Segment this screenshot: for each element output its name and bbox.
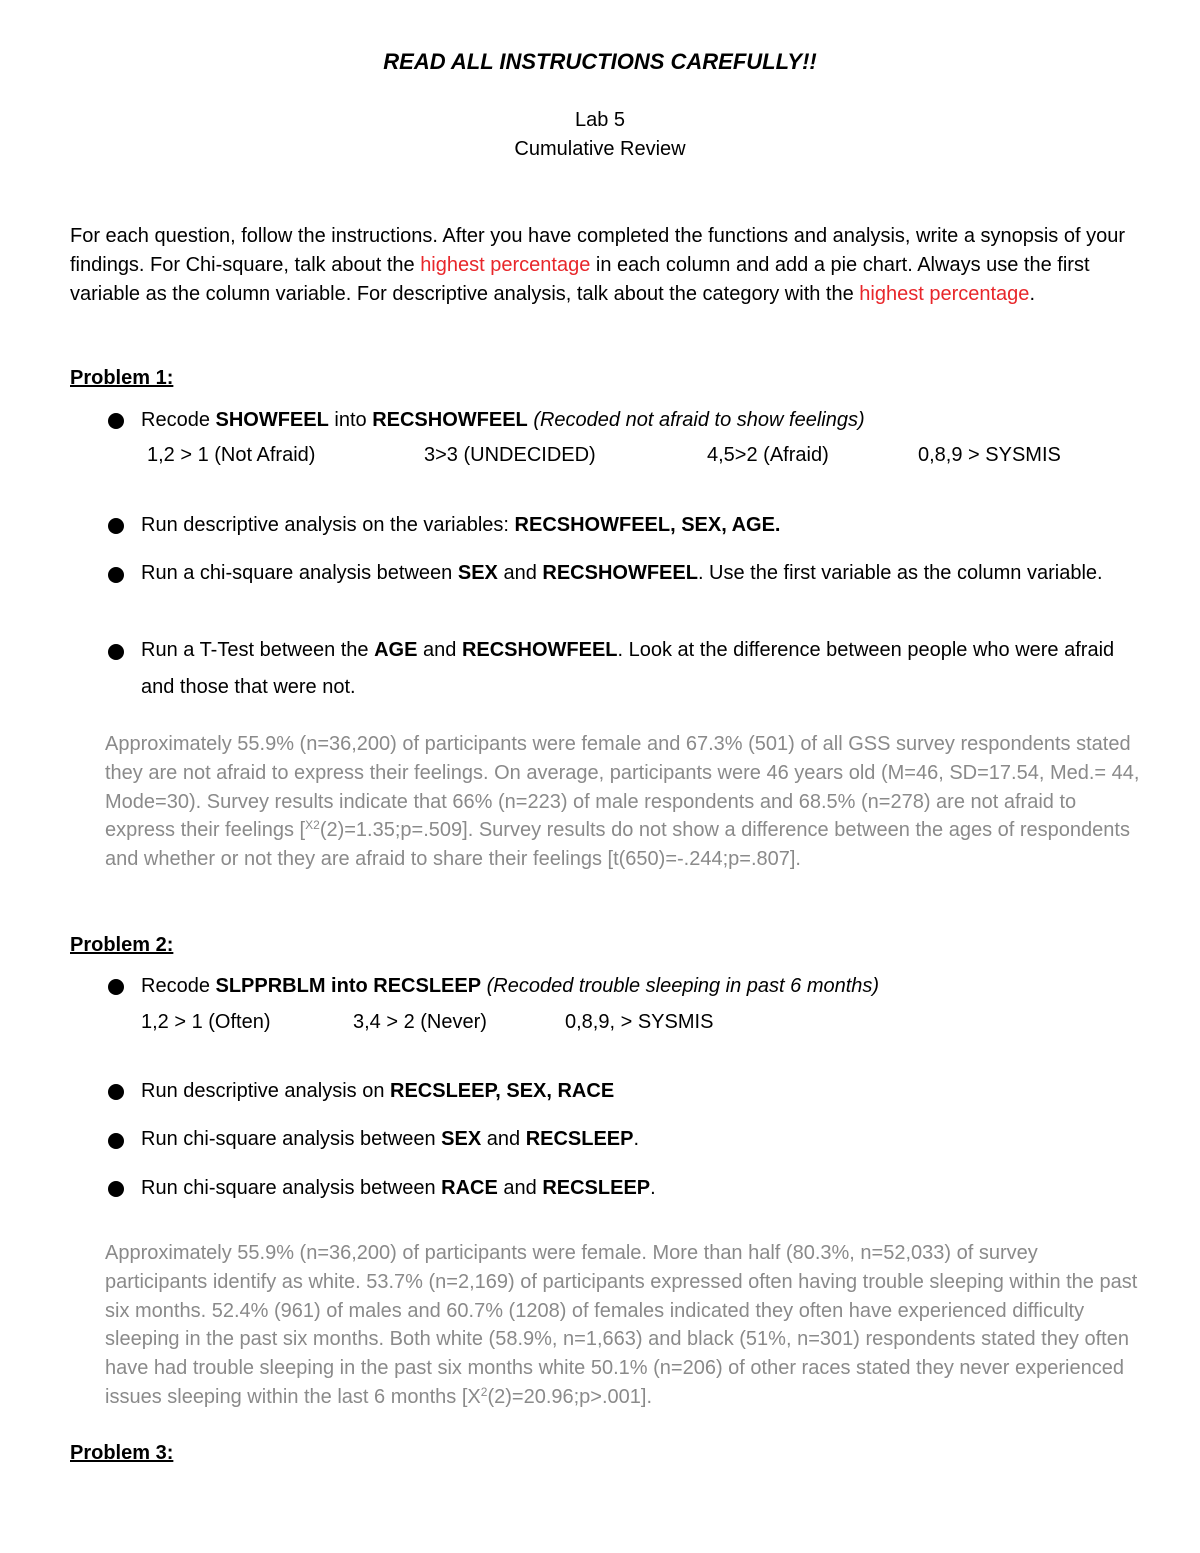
variable-name: SEX — [457, 562, 498, 584]
superscript: 2 — [313, 818, 320, 833]
page-title: READ ALL INSTRUCTIONS CAREFULLY!! — [383, 49, 817, 74]
text: into — [328, 409, 373, 431]
p1-ttest-instruction — [141, 632, 1131, 706]
problem-2-heading: Problem 2: — [70, 934, 174, 956]
problem-3-heading: Problem 3: — [70, 1442, 174, 1464]
text: . — [650, 1177, 656, 1199]
text: Recode — [141, 409, 216, 431]
lab-subtitle: Cumulative Review — [514, 138, 686, 160]
intro-paragraph — [70, 222, 1140, 309]
bullet-icon — [108, 567, 124, 583]
text: Approximately 55.9% (n=36,200) of participants were female. More than half (80.3%, n=52,033) of survey participants identify as white. 53.7% (n=2,169) of participants expressed often having trouble sleeping within the past six months. 52.4% (961) of males and 60.7% (1208) of females indicated they often have experienced difficulty sleeping in the past six months. Both white (58.9%, n=1,663) and black (51%, n=301) respondents stated they often have had trouble sleeping in the past six months white 50.1% (n=206) of other races stated they never experienced issues sleeping within the last 6 months [X — [105, 1242, 1138, 1408]
lab-number: Lab 5 — [574, 109, 626, 131]
p1-recode-instruction — [141, 402, 1131, 439]
text: Approximately 55.9% (n=36,200) of participants were female and 67.3% (501) of all GSS survey respondents stated they are not afraid to express their feelings. On average, participants were 46 years old (M=46, SD=17.54, Med.= 44, Mode=30). Survey results indicate that 66% (n=223) of male respondents and 68.5% (n=278) are not afraid to express their feelings [ — [105, 733, 1140, 842]
variable-name: AGE — [374, 639, 418, 661]
highlight-text: highest percentage — [420, 254, 591, 276]
text: Run chi-square analysis between — [141, 1177, 442, 1199]
p2-answer-paragraph — [105, 1239, 1140, 1412]
p2-recode-instruction — [141, 968, 1131, 1005]
text: (2)=20.96;p>.001]. — [487, 1385, 653, 1408]
variable-name: RECSHOWFEEL — [542, 562, 698, 584]
p1-code-3: 4,5>2 (Afraid) — [707, 444, 829, 466]
variable-name: SEX — [441, 1128, 482, 1150]
bullet-icon — [108, 1133, 124, 1149]
p1-code-4: 0,8,9 > SYSMIS — [918, 444, 1061, 466]
variable-names: SLPPRBLM into RECSLEEP — [215, 975, 482, 997]
text: . — [633, 1128, 640, 1150]
variable-names: RECSHOWFEEL, SEX, AGE. — [514, 514, 781, 536]
text: Run descriptive analysis on — [141, 1080, 391, 1102]
p1-chisquare-instruction — [141, 555, 1131, 592]
bullet-icon — [108, 644, 124, 660]
text: Run a T-Test between the — [141, 639, 375, 661]
text: Recode — [141, 975, 216, 997]
p1-answer-paragraph — [105, 730, 1140, 874]
bullet-icon — [108, 413, 124, 429]
intro-text-2: in each column and add a pie chart. Always use the first variable as the column variable. For descriptive analysis, talk about the category with the — [70, 254, 1090, 305]
variable-names: RECSLEEP, SEX, RACE — [390, 1080, 615, 1102]
intro-text-3: . — [1029, 283, 1035, 305]
bullet-icon — [108, 979, 124, 995]
p2-chisquare-race-instruction — [141, 1170, 1131, 1207]
text: and — [481, 1128, 526, 1150]
p1-code-2: 3>3 (UNDECIDED) — [424, 444, 596, 466]
p2-code-1: 1,2 > 1 (Often) — [141, 1011, 271, 1033]
text: . Look at the difference between people who were afraid and those that were not. — [141, 639, 1115, 698]
variable-name: RACE — [441, 1177, 498, 1199]
problem-1-heading: Problem 1: — [70, 367, 174, 389]
text: Run chi-square analysis between — [141, 1128, 442, 1150]
intro-text-1: For each question, follow the instructions. After you have completed the functions and analysis, write a synopsis of your findings. For Chi-square, talk about the — [70, 225, 1126, 276]
bullet-icon — [108, 1181, 124, 1197]
text: (2)=1.35;p=.509]. Survey results do not show a difference between the ages of respondents and whether or not they are afraid to share their feelings [t(650)=-.244;p=.807]. — [105, 819, 1130, 871]
variable-name: RECSLEEP — [542, 1177, 651, 1199]
p1-descriptive-instruction — [141, 507, 1131, 544]
p2-code-3: 0,8,9, > SYSMIS — [565, 1011, 714, 1033]
text: . Use the first variable as the column variable. — [697, 562, 1103, 584]
bullet-icon — [108, 518, 124, 534]
text: and — [497, 1177, 543, 1199]
highlight-text: highest percentage — [859, 283, 1030, 305]
bullet-icon — [108, 1084, 124, 1100]
text: and — [497, 562, 543, 584]
p1-code-1: 1,2 > 1 (Not Afraid) — [147, 444, 316, 466]
variable-name: RECSLEEP — [525, 1128, 634, 1150]
p2-code-2: 3,4 > 2 (Never) — [353, 1011, 487, 1033]
p2-descriptive-instruction — [141, 1073, 1131, 1110]
variable-name: RECSHOWFEEL — [461, 639, 618, 661]
chi-symbol: X — [305, 818, 314, 833]
superscript: 2 — [480, 1384, 488, 1399]
text: and — [417, 639, 462, 661]
text: Run descriptive analysis on the variables: — [141, 514, 515, 536]
text: Run a chi-square analysis between — [141, 562, 458, 584]
variable-name: SHOWFEEL — [215, 409, 329, 431]
p2-chisquare-sex-instruction — [141, 1121, 1131, 1158]
variable-name: RECSHOWFEEL — [372, 409, 528, 431]
recode-description: (Recoded not afraid to show feelings) — [533, 409, 865, 431]
recode-description: (Recoded trouble sleeping in past 6 months) — [486, 975, 880, 997]
